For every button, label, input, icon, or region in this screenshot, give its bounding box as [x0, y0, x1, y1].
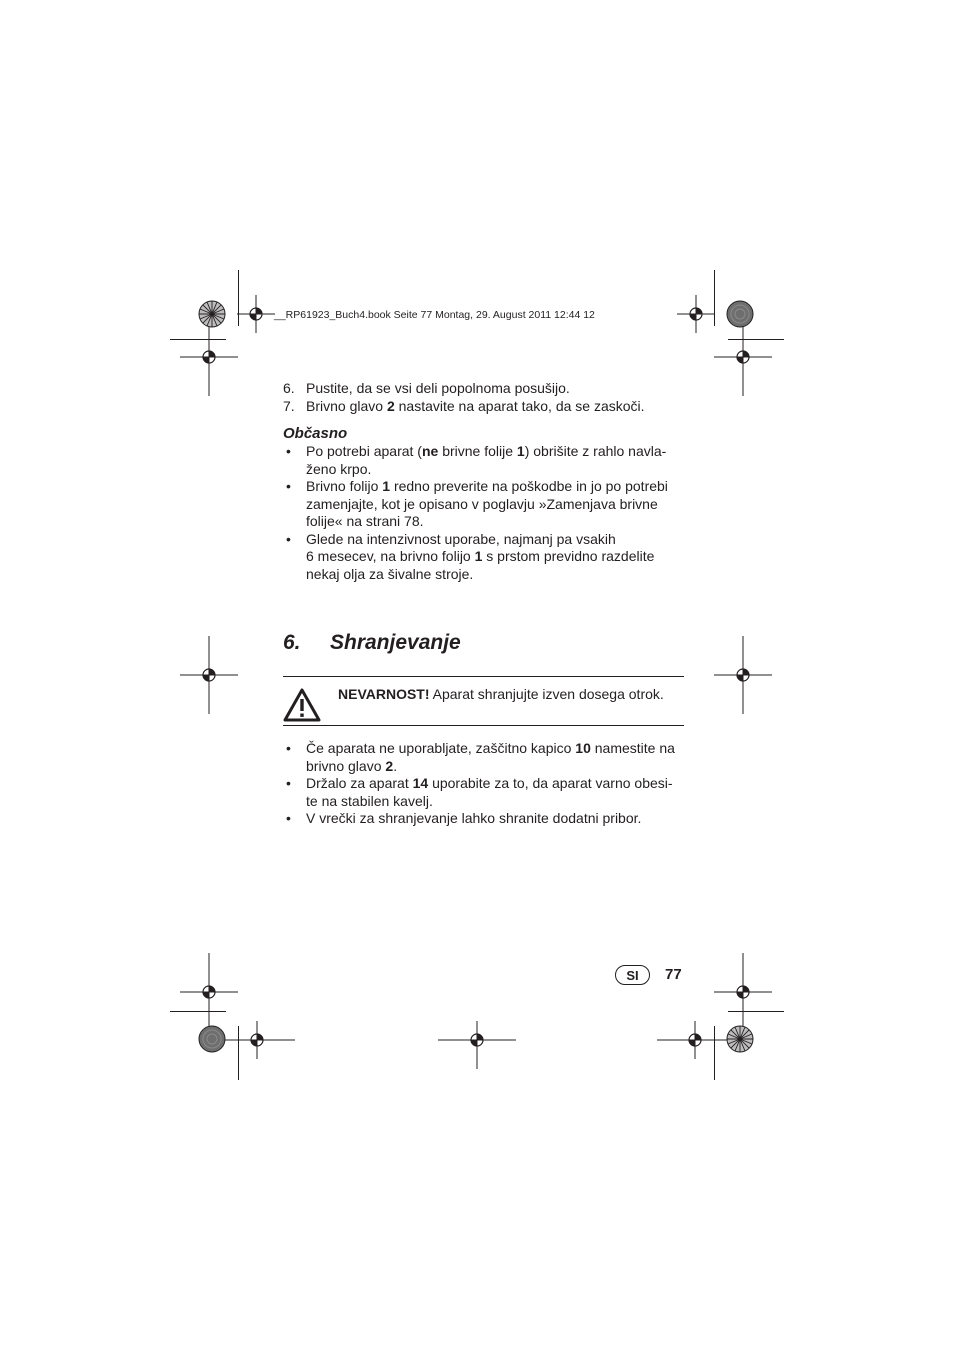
text-run: . — [393, 757, 398, 774]
item-text — [306, 478, 693, 531]
reference-number: 1 — [382, 478, 391, 494]
gray-disc-icon — [198, 1025, 226, 1053]
text-run: namestite na — [590, 740, 675, 756]
warning-message: Aparat shranjujte izven dosega otrok. — [429, 686, 664, 702]
registration-mark-icon — [219, 1021, 295, 1059]
item-text — [306, 810, 693, 828]
bullet-marker: • — [286, 530, 291, 547]
warning-triangle-icon — [283, 688, 321, 722]
warning-label: NEVARNOST! — [338, 686, 430, 702]
reference-number: 1 — [516, 443, 525, 459]
text-line — [306, 380, 693, 398]
section-number: 6. — [283, 631, 301, 654]
registration-mark-icon — [237, 295, 275, 333]
text-run: nastavite na aparat tako, da se zaskoči. — [394, 397, 645, 414]
step-item — [283, 398, 693, 416]
text-run: folije« na strani 78. — [306, 513, 424, 529]
text-run: zamenjajte, kot je opisano v poglavju »Zamenjava brivne — [306, 495, 658, 512]
text-line — [306, 758, 693, 776]
registration-mark-icon — [180, 636, 238, 714]
text-run: redno preverite na poškodbe in jo po potrebi — [390, 478, 668, 494]
registration-mark-icon — [657, 1021, 733, 1059]
text-line — [306, 548, 693, 566]
text-run: Po potrebi aparat ( — [306, 443, 422, 459]
bullet-marker: • — [286, 810, 291, 826]
item-text — [306, 398, 693, 416]
text-line — [306, 461, 693, 479]
text-run: Brivno glavo — [306, 397, 387, 414]
list-item — [283, 810, 693, 828]
star-target-icon — [198, 300, 226, 328]
text-run: V vrečki za shranjevanje lahko shranite dodatni pribor. — [306, 810, 642, 826]
registration-mark-icon — [714, 318, 772, 396]
reference-number: 14 — [412, 775, 429, 791]
step-number: 7. — [283, 397, 295, 414]
reference-number: 2 — [385, 757, 394, 774]
text-run: brivno glavo — [306, 757, 386, 774]
text-run: Pustite, da se vsi deli popolnoma posušijo. — [306, 380, 570, 396]
list-item — [283, 775, 693, 810]
text-run: Glede na intenzivnost uporabe, najmanj pa vsakih — [306, 530, 616, 547]
reference-number: 2 — [386, 397, 395, 414]
text-run: brivne folije — [438, 443, 517, 459]
text-run: nekaj olja za šivalne stroje. — [306, 565, 474, 582]
text-line — [306, 496, 693, 514]
reference-number: 1 — [474, 548, 483, 564]
bullet-marker: • — [286, 775, 291, 791]
text-line — [306, 793, 693, 811]
text-line — [306, 531, 693, 549]
language-badge: SI — [615, 965, 650, 985]
text-line — [306, 443, 693, 461]
text-line — [306, 775, 693, 793]
text-run: Brivno folijo — [306, 478, 383, 494]
text-line — [306, 398, 693, 416]
text-run: ženo krpo. — [306, 460, 372, 477]
item-text — [306, 531, 693, 584]
list-item — [283, 740, 693, 775]
text-run: ) obrišite z rahlo navla- — [524, 443, 667, 459]
text-run: Držalo za aparat — [306, 775, 413, 791]
text-line — [306, 478, 693, 496]
reference-number: 10 — [575, 740, 591, 756]
text-run: 6 mesecev, na brivno folijo — [306, 548, 475, 564]
registration-mark-icon — [438, 1021, 516, 1069]
text-line — [306, 810, 693, 828]
list-item — [283, 443, 693, 478]
subheading-occasional: Občasno — [283, 425, 348, 442]
section-title: Shranjevanje — [330, 631, 461, 654]
registration-mark-icon — [714, 953, 772, 1031]
warning-bottom-rule — [283, 725, 684, 726]
item-text — [306, 443, 693, 478]
page-number: 77 — [665, 966, 682, 983]
warning-top-rule — [283, 676, 684, 677]
step-number: 6. — [283, 380, 295, 396]
item-text — [306, 380, 693, 398]
bullet-marker: • — [286, 443, 291, 459]
print-header-file-info: __RP61923_Buch4.book Seite 77 Montag, 29. August 2011 12:44 12 — [274, 309, 595, 321]
registration-mark-icon — [180, 953, 238, 1031]
step-item — [283, 380, 693, 398]
text-line — [306, 566, 693, 584]
text-line — [306, 513, 693, 531]
reference-number: ne — [421, 443, 439, 459]
item-text — [306, 775, 693, 810]
text-run: s prstom previdno razdelite — [482, 548, 655, 564]
list-item — [283, 531, 693, 584]
warning-text — [338, 686, 664, 704]
bullet-marker: • — [286, 740, 291, 756]
text-run: uporabite za to, da aparat varno obesi- — [428, 775, 673, 791]
star-target-icon — [726, 1025, 754, 1053]
list-item — [283, 478, 693, 531]
text-line — [306, 740, 693, 758]
text-run: Če aparata ne uporabljate, zaščitno kapico — [306, 740, 576, 756]
text-run: te na stabilen kavelj. — [306, 792, 433, 809]
registration-mark-icon — [677, 295, 715, 333]
gray-disc-icon — [726, 300, 754, 328]
registration-mark-icon — [714, 636, 772, 714]
item-text — [306, 740, 693, 775]
bullet-marker: • — [286, 478, 291, 494]
registration-mark-icon — [180, 318, 238, 396]
